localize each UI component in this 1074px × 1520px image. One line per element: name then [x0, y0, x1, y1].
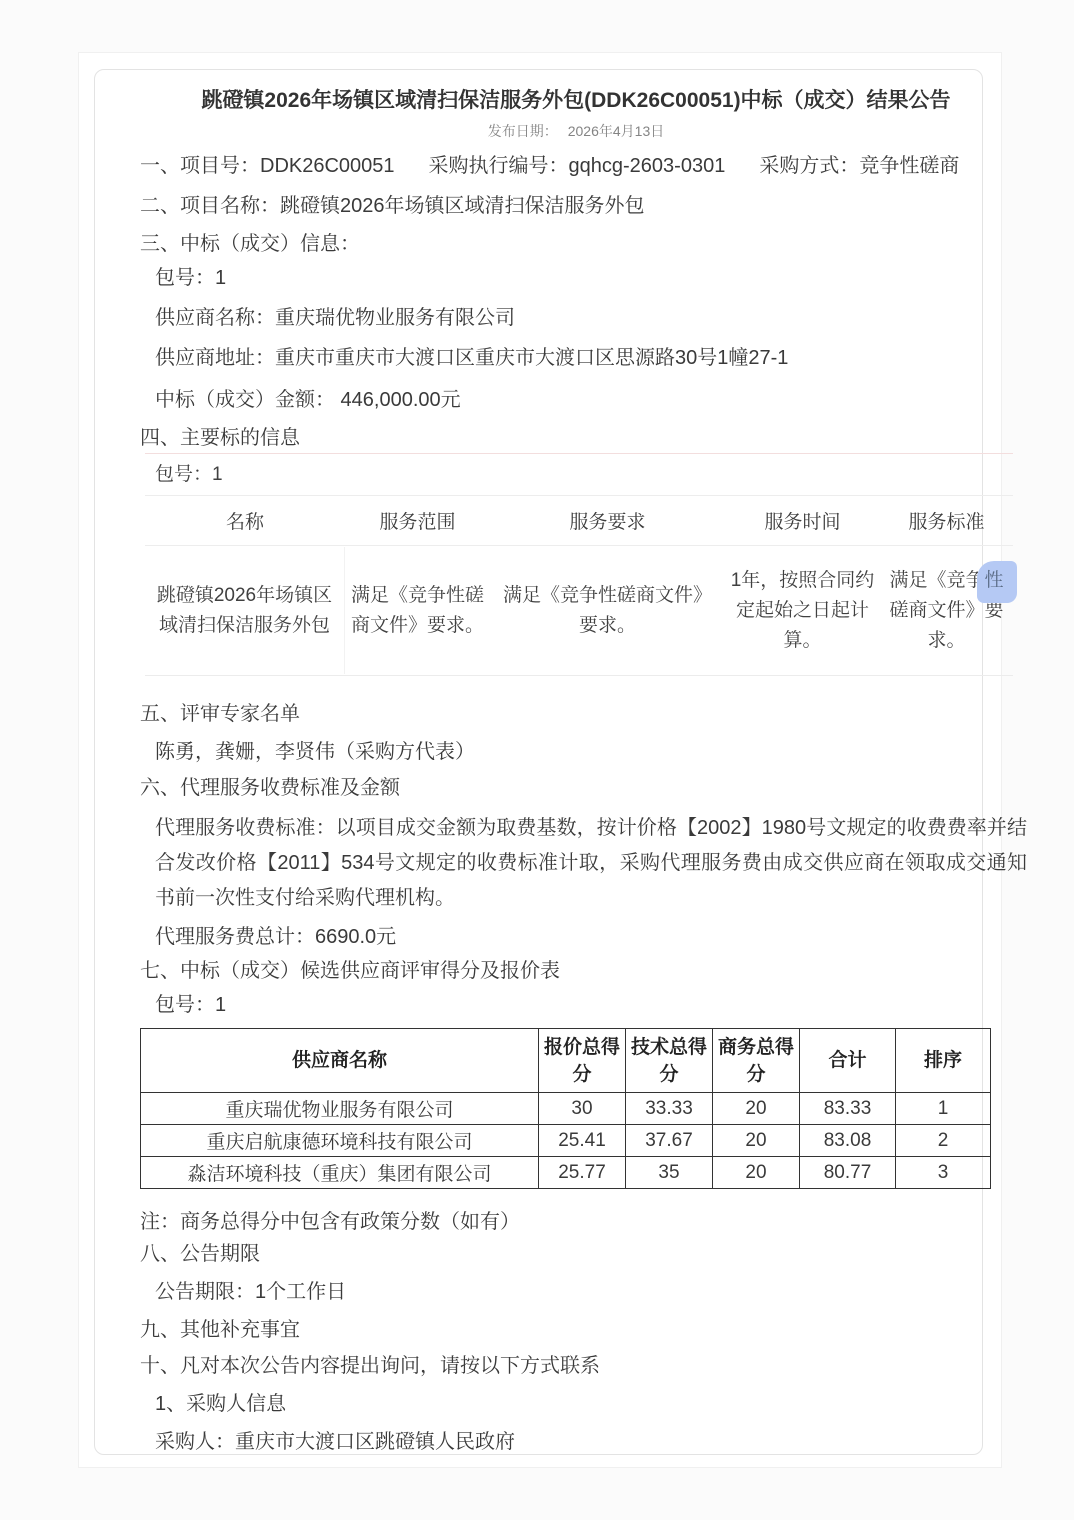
supplier-address-line: 供应商地址：重庆市重庆市大渡口区重庆市大渡口区思源路30号1幢27-1 — [155, 347, 789, 369]
technical-score: 35 — [626, 1157, 713, 1189]
price-score: 25.77 — [539, 1157, 626, 1189]
notice-period-heading: 八、公告期限 — [140, 1243, 260, 1265]
subject-table-package-row: 包号：1 — [145, 454, 1013, 496]
exec-number: 采购执行编号：gqhcg-2603-0301 — [428, 155, 726, 177]
score-table-row — [141, 1125, 991, 1157]
total-score: 83.08 — [800, 1125, 896, 1157]
supplier-name: 淼洁环境科技（重庆）集团有限公司 — [141, 1157, 539, 1189]
buyer-line: 采购人：重庆市大渡口区跳磴镇人民政府 — [155, 1431, 515, 1453]
subject-col-name: 名称 — [225, 512, 264, 533]
score-col-rank: 排序 — [896, 1029, 991, 1093]
total-score: 80.77 — [800, 1157, 896, 1189]
score-col-total: 合计 — [800, 1029, 896, 1093]
price-score: 25.41 — [539, 1125, 626, 1157]
experts-heading: 五、评审专家名单 — [140, 703, 300, 725]
score-table-row — [141, 1093, 991, 1125]
business-score: 20 — [713, 1093, 800, 1125]
announcement-card — [94, 69, 1027, 1455]
page-panel — [78, 52, 1027, 1468]
other-matters-heading: 九、其他补充事宜 — [140, 1319, 300, 1341]
agency-fee-total-line: 代理服务费总计：6690.0元 — [155, 926, 397, 948]
notice-period-line: 公告期限：1个工作日 — [155, 1281, 347, 1303]
rank: 3 — [896, 1157, 991, 1189]
subject-cell-scope: 满足《竞争性磋商文件》要求。 — [350, 584, 484, 636]
buyer-info-heading: 1、采购人信息 — [155, 1393, 287, 1415]
experts-line: 陈勇，龚姗，李贤伟（采购方代表） — [155, 741, 475, 763]
agency-fee-standard-paragraph: 代理服务收费标准：以项目成交金额为取费基数，按计价格【2002】1980号文规定的收费费率并结合发改价格【2011】534号文规定的收费标准计取，采购代理服务费由成交供应商在领取成交通知书前一次性支付给采购代理机构。 — [155, 817, 1027, 909]
price-score: 30 — [539, 1093, 626, 1125]
subject-info-heading: 四、主要标的信息 — [140, 427, 300, 449]
text-selection-highlight: 性 — [984, 569, 1004, 591]
announcement-content — [95, 70, 1027, 1455]
score-section-heading: 七、中标（成交）候选供应商评审得分及报价表 — [140, 960, 560, 982]
package-line-1: 包号：1 — [155, 267, 227, 289]
publish-date-value: 2026年4月13日 — [567, 123, 665, 139]
subject-col-scope: 服务范围 — [379, 512, 456, 533]
total-score: 83.33 — [800, 1093, 896, 1125]
project-number: 一、项目号：DDK26C00051 — [140, 155, 395, 177]
subject-col-standard: 服务标准 — [908, 512, 985, 533]
award-info-heading: 三、中标（成交）信息： — [140, 233, 360, 255]
publish-date-line — [140, 123, 1012, 139]
subject-cell-name: 跳磴镇2026年场镇区域清扫保洁服务外包 — [145, 547, 345, 674]
business-score: 20 — [713, 1157, 800, 1189]
score-col-technical: 技术总得分 — [626, 1029, 713, 1093]
business-score: 20 — [713, 1125, 800, 1157]
announcement-title: 跳磴镇2026年场镇区域清扫保洁服务外包(DDK26C00051)中标（成交）结果公告 — [201, 89, 951, 112]
subject-table — [145, 453, 1013, 676]
supplier-name: 重庆启航康德环境科技有限公司 — [141, 1125, 539, 1157]
score-table-header-row — [141, 1029, 991, 1093]
subject-cell-time: 1年，按照合同约定起始之日起计算。 — [730, 569, 875, 651]
award-amount-line: 中标（成交）金额： 446,000.00元 — [155, 389, 461, 411]
standard-text-prefix: 满足《竞争 — [889, 569, 985, 591]
supplier-name: 重庆瑞优物业服务有限公司 — [141, 1093, 539, 1125]
standard-text-suffix: 磋商文件》要求。 — [889, 599, 1004, 651]
score-col-price: 报价总得分 — [539, 1029, 626, 1093]
project-number-line — [140, 153, 1015, 179]
technical-score: 33.33 — [626, 1093, 713, 1125]
subject-table-header-row — [145, 496, 1013, 546]
score-note-line: 注：商务总得分中包含有政策分数（如有） — [140, 1211, 520, 1233]
subject-cell-standard — [880, 560, 1013, 662]
score-col-business: 商务总得分 — [713, 1029, 800, 1093]
score-col-supplier: 供应商名称 — [141, 1029, 539, 1093]
rank: 1 — [896, 1093, 991, 1125]
contact-heading: 十、凡对本次公告内容提出询问，请按以下方式联系 — [140, 1355, 600, 1377]
rank: 2 — [896, 1125, 991, 1157]
package-line-2: 包号：1 — [155, 994, 227, 1016]
subject-cell-requirement: 满足《竞争性磋商文件》要求。 — [502, 584, 712, 636]
supplier-name-line: 供应商名称：重庆瑞优物业服务有限公司 — [155, 307, 515, 329]
publish-date-label: 发布日期： — [487, 123, 558, 139]
technical-score: 37.67 — [626, 1125, 713, 1157]
score-table-row — [141, 1157, 991, 1189]
project-name-line: 二、项目名称：跳磴镇2026年场镇区域清扫保洁服务外包 — [140, 195, 645, 217]
subject-col-time: 服务时间 — [764, 512, 841, 533]
purchase-method: 采购方式：竞争性磋商 — [759, 155, 960, 177]
subject-table-data-row — [145, 546, 1013, 676]
subject-col-requirement: 服务要求 — [569, 512, 646, 533]
score-table — [140, 1028, 991, 1189]
agency-fee-heading: 六、代理服务收费标准及金额 — [140, 777, 400, 799]
